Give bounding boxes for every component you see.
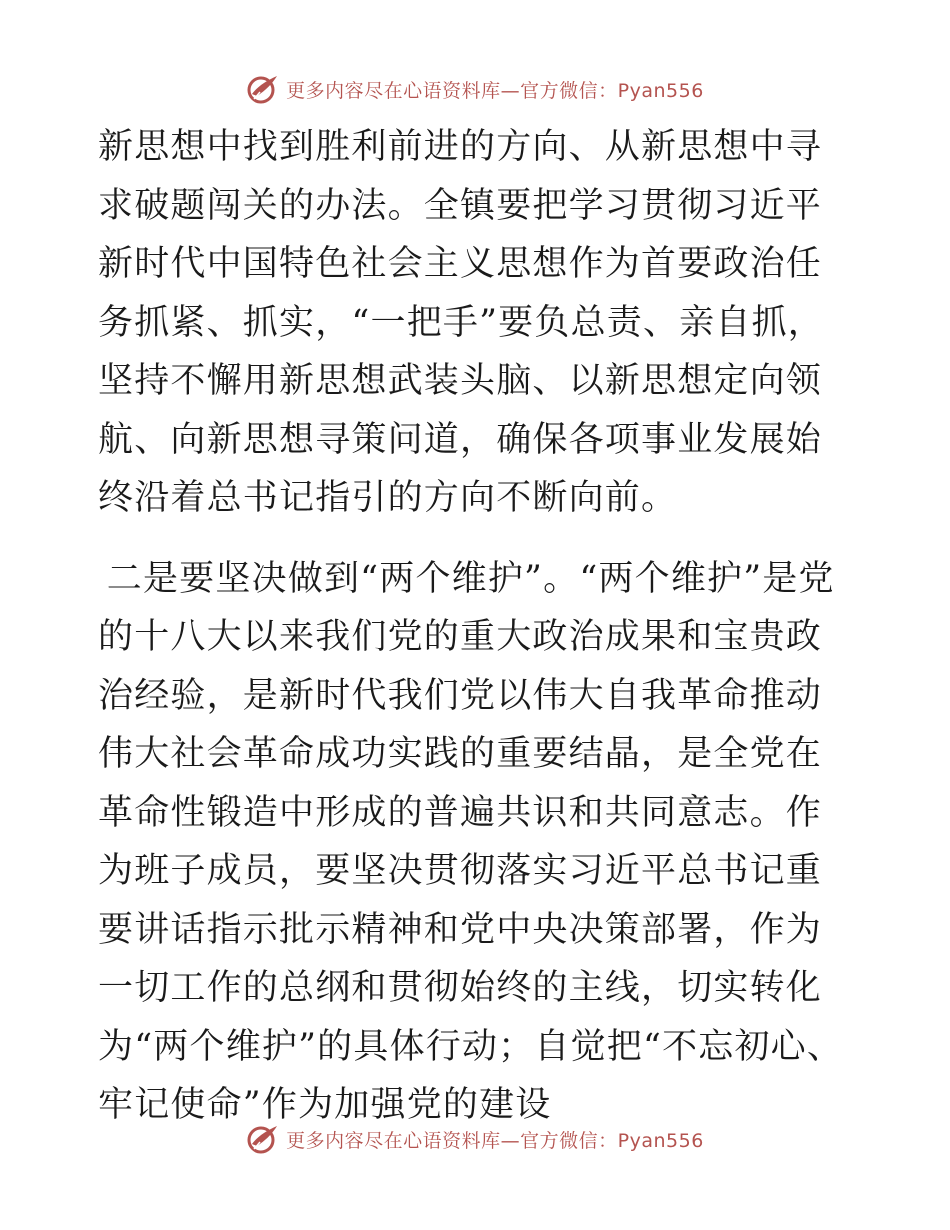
- quill-pen-seal-icon: [246, 72, 280, 106]
- document-body: [98, 118, 858, 1135]
- paragraph-1: 新思想中找到胜利前进的方向、从新思想中寻求破题闯关的办法。全镇要把学习贯彻习近平新时代中国特色社会主义思想作为首要政治任务抓紧、抓实，“一把手”要负总责、亲自抓，坚持不懈用新思想武装头脑、以新思想定向领航、向新思想寻策问道，确保各项事业发展始终沿着总书记指引的方向不断向前。: [98, 127, 824, 518]
- header-banner-text: 更多内容尽在心语资料库—官方微信：Pyan556: [286, 79, 704, 102]
- header-banner: [0, 72, 950, 106]
- footer-banner-text: 更多内容尽在心语资料库—官方微信：Pyan556: [286, 1129, 704, 1152]
- paragraph-2: 二是要坚决做到“两个维护”。“两个维护”是党的十八大以来我们党的重大政治成果和宝贵政治经验，是新时代我们党以伟大自我革命推动伟大社会革命成功实践的重要结晶，是全党在革命性锻造中形成的普遍共识和共同意志。作为班子成员，要坚决贯彻落实习近平总书记重要讲话指示批示精神和党中央决策部署，作为一切工作的总纲和贯彻始终的主线，切实转化为“两个维护”的具体行动；自觉把“不忘初心、牢记使命”作为加强党的建设: [98, 558, 844, 1125]
- quill-pen-seal-icon: [246, 1122, 280, 1156]
- footer-banner: [0, 1122, 950, 1156]
